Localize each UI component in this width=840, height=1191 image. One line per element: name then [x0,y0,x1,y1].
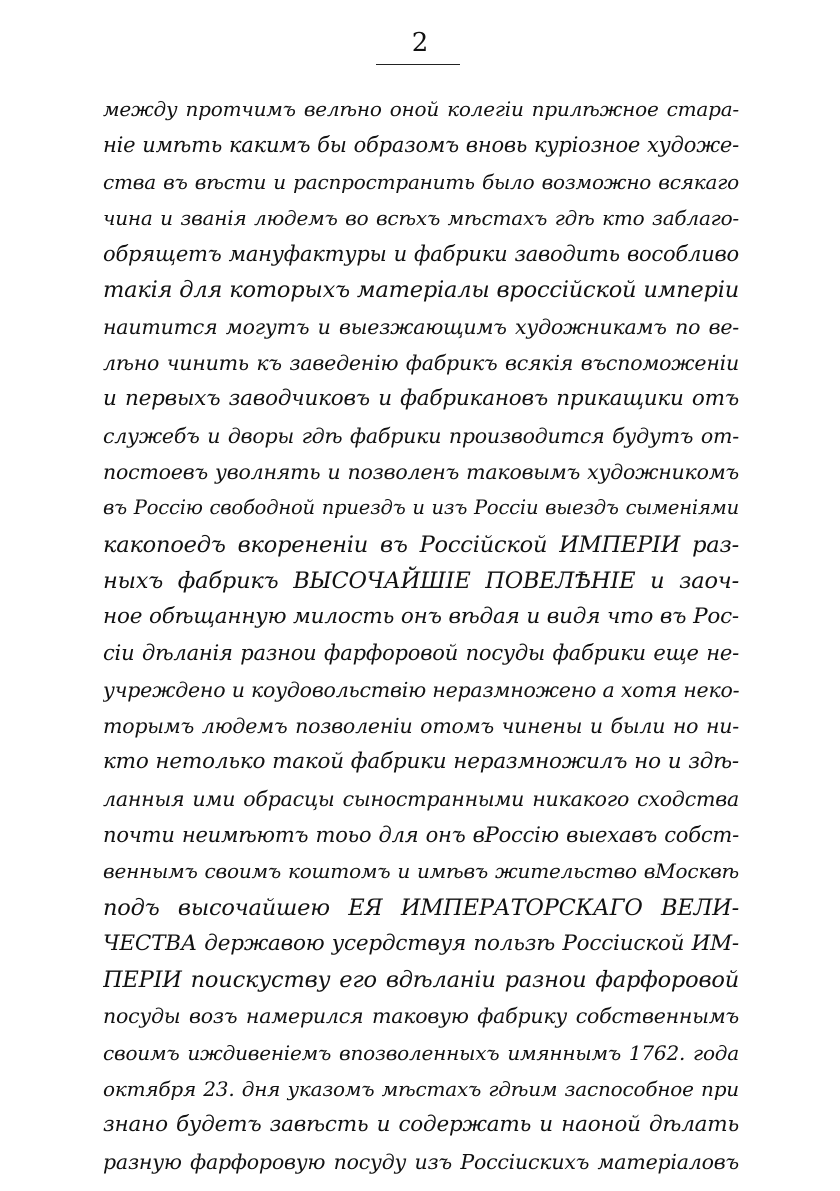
text-line: веннымъ своимъ коштомъ и имѣвъ жительство вМосквѣ [103,859,739,884]
text-line: какопоедъ вкорененiи въ Россiйской ИМПЕРIИ раз- [103,531,739,558]
text-line: постоевъ уволнять и позволенъ таковымъ художникомъ [103,459,739,484]
text-line: почти неимѣютъ тоьо для онъ вРоссiю выехавъ собст- [103,822,739,847]
text-line: такiя для которыхъ матерiалы вроссiйской имперiи [103,277,739,304]
text-line: ныхъ фабрикъ ВЫСОЧАЙШIЕ ПОВЕЛѢНIЕ и заоч- [103,567,739,594]
text-line: посуды возъ намерился таковую фабрику собственнымъ [103,1004,739,1029]
text-line: знано будетъ завѣсть и содержать и наоной дѣлать [103,1112,739,1138]
text-line: торымъ людемъ позволенiи отомъ чинены и были но ни- [103,714,739,739]
text-line: своимъ иждивенiемъ впозволенныхъ имяннымъ 1762. года [103,1040,739,1065]
text-line: кто нетолько такой фабрики неразмножилъ но и здѣ- [103,749,739,775]
text-line: ніе имѣть какимъ бы образомъ вновь курiозное художе- [103,133,739,158]
text-line: въ Россiю свободной приездъ и изъ Россiи выездъ сыменiями [103,496,739,520]
text-line: лѣно чинить къ заведенiю фабрикъ всякiя въспоможенiи [103,351,739,376]
page-number: 2 [411,28,429,58]
text-line: октября 23. дня указомъ мѣстахъ гдѣим заспособное при [103,1077,739,1102]
text-line: между протчимъ велѣно оной колегіи прилѣжное стара- [103,97,739,121]
text-line: сiи дѣланiя разнои фарфоровой посуды фабрики еще не- [103,641,739,666]
text-line: служебъ и дворы гдѣ фабрики производится будутъ от- [103,423,739,448]
header-rule [376,64,460,65]
text-line: подъ высочайшею ЕЯ ИМПЕРАТОРСКАГО ВЕЛИ- [103,894,739,921]
text-line: ства въ вѣсти и распространить было возможно всякаго [103,169,739,194]
text-line: ПЕРIИ поискуству его вдѣланiи разнои фарфоровой [103,967,739,994]
text-line: обрящетъ мануфактуры и фабрики заводить вособливо [103,242,739,267]
text-line: ное обѣщанную милость онъ вѣдая и видя что въ Рос- [103,604,739,630]
text-line: разную фарфоровую посуду изъ Россiискихъ матерiаловъ [103,1149,739,1174]
body-text [103,91,739,1180]
text-line: ланныя ими обрасцы сыностранными никакого сходства [103,786,739,811]
text-line: и первыхъ заводчиковъ и фабрикановъ прикащики отъ [103,386,739,412]
text-line: наитится могутъ и выезжающимъ художникамъ по ве- [103,314,739,339]
text-line: ЧЕСТВА державою усердствуя пользѣ Россiиской ИМ- [103,930,739,956]
text-line: учреждено и коудовольствiю неразмножено а хотя неко- [103,677,739,702]
text-line: чина и званiя людемъ во всѣхъ мѣстахъ гдѣ кто заблаго- [103,205,739,230]
